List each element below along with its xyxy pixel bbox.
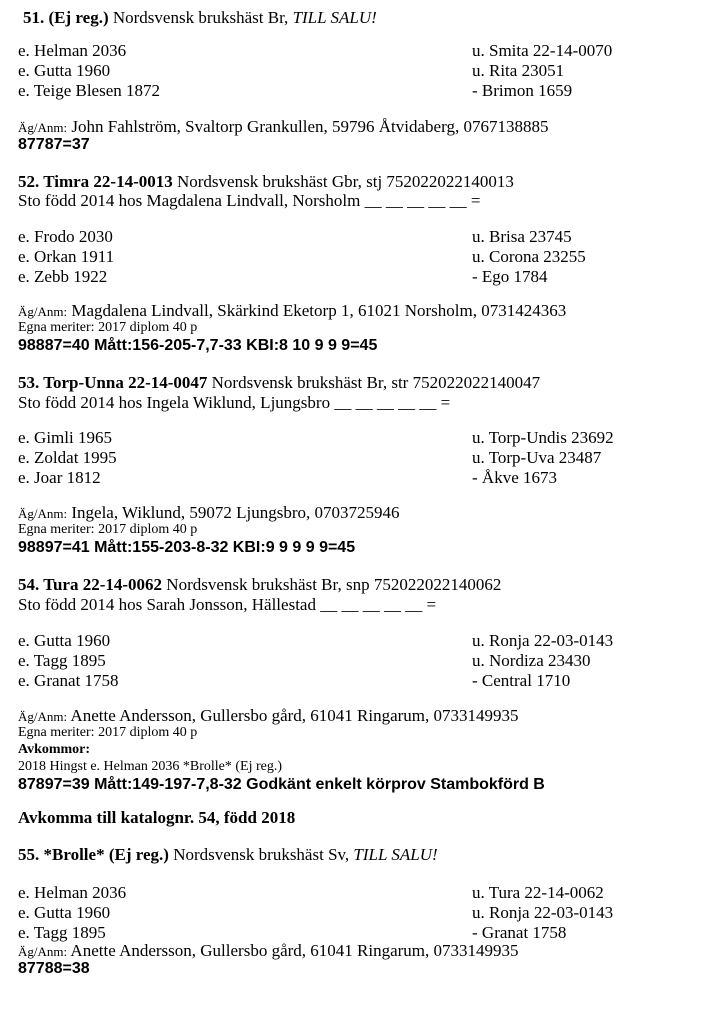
for-sale-label: TILL SALU! xyxy=(353,845,438,864)
score-line: 98897=41 Mått:155-203-8-32 KBI:9 9 9 9 9=45 xyxy=(18,539,356,556)
section-heading: Avkomma till katalognr. 54, född 2018 xyxy=(18,808,296,827)
owner: Anette Andersson, Gullersbo gård, 61041 Ringarum, 0733149935 xyxy=(67,706,519,725)
dam-line: - Åkve 1673 xyxy=(472,468,557,487)
merits-label: Egna meriter: xyxy=(18,725,95,740)
owner: Ingela, Wiklund, 59072 Ljungsbro, 0703725946 xyxy=(67,503,400,522)
sire-line: e. Helman 2036 xyxy=(18,883,127,902)
owner: Anette Andersson, Gullersbo gård, 61041 Ringarum, 0733149935 xyxy=(67,941,519,960)
born-line: Sto född 2014 hos Sarah Jonsson, Hällestad __ __ __ __ __ = xyxy=(18,595,437,614)
dam-line: u. Brisa 23745 xyxy=(472,227,572,246)
breed: Nordsvensk brukshäst Br, xyxy=(108,8,293,27)
dam-line: u. Smita 22-14-0070 xyxy=(472,41,613,60)
entry-51-header xyxy=(23,8,377,28)
merits-label: Egna meriter: xyxy=(18,320,95,335)
sire-line: e. Zoldat 1995 xyxy=(18,448,117,467)
dam-line: - Granat 1758 xyxy=(472,923,567,942)
dam-line: u. Ronja 22-03-0143 xyxy=(472,903,614,922)
owner-line xyxy=(18,941,519,961)
entry-52-header xyxy=(18,172,514,192)
dam-line: u. Tura 22-14-0062 xyxy=(472,883,604,902)
sire-line: e. Tagg 1895 xyxy=(18,923,106,942)
owner-label: Äg/Anm: xyxy=(18,120,68,135)
offspring-line: 2018 Hingst e. Helman 2036 *Brolle* (Ej reg.) xyxy=(18,759,283,774)
dam-line: u. Torp-Uva 23487 xyxy=(472,448,602,467)
sire-line: e. Joar 1812 xyxy=(18,468,101,487)
owner: John Fahlström, Svaltorp Grankullen, 59796 Åtvidaberg, 0767138885 xyxy=(67,117,549,136)
score-line: 98887=40 Mått:156-205-7,7-33 KBI:8 10 9 9 9=45 xyxy=(18,337,378,354)
dam-line: u. Corona 23255 xyxy=(472,247,586,266)
merits: 2017 diplom 40 p xyxy=(94,725,198,740)
sire-line: e. Tagg 1895 xyxy=(18,651,106,670)
born-line: Sto född 2014 hos Magdalena Lindvall, Norsholm __ __ __ __ __ = xyxy=(18,191,481,210)
dam-line: - Brimon 1659 xyxy=(472,81,573,100)
score-line: 87897=39 Mått:149-197-7,8-32 Godkänt enkelt körprov Stambokförd B xyxy=(18,776,545,793)
sire-line: e. Granat 1758 xyxy=(18,671,119,690)
dam-line: - Ego 1784 xyxy=(472,267,548,286)
sire-line: e. Teige Blesen 1872 xyxy=(18,81,161,100)
dam-line: u. Ronja 22-03-0143 xyxy=(472,631,614,650)
breed: Nordsvensk brukshäst Gbr, stj 752022022140013 xyxy=(172,172,514,191)
dam-line: - Central 1710 xyxy=(472,671,571,690)
for-sale-label: TILL SALU! xyxy=(292,8,377,27)
entry-55-header xyxy=(18,845,438,865)
sire-line: e. Gutta 1960 xyxy=(18,631,111,650)
entry-number: 55. *Brolle* (Ej reg.) xyxy=(18,845,169,864)
offspring-label: Avkommor: xyxy=(18,742,91,757)
merits: 2017 diplom 40 p xyxy=(94,320,198,335)
sire-line: e. Gutta 1960 xyxy=(18,903,111,922)
dam-line: u. Torp-Undis 23692 xyxy=(472,428,614,447)
score-line: 87787=37 xyxy=(18,136,90,153)
dam-line: u. Rita 23051 xyxy=(472,61,565,80)
sire-line: e. Gimli 1965 xyxy=(18,428,112,447)
sire-line: e. Frodo 2030 xyxy=(18,227,113,246)
merits: 2017 diplom 40 p xyxy=(94,522,198,537)
entry-54-header xyxy=(18,575,501,595)
score-line: 87788=38 xyxy=(18,960,90,977)
merits-line xyxy=(18,520,197,540)
entry-number: 54. Tura 22-14-0062 xyxy=(18,575,163,594)
sire-line: e. Helman 2036 xyxy=(18,41,127,60)
breed: Nordsvensk brukshäst Br, snp 752022022140062 xyxy=(162,575,502,594)
sire-line: e. Gutta 1960 xyxy=(18,61,111,80)
owner-label: Äg/Anm: xyxy=(18,304,68,319)
breed: Nordsvensk brukshäst Br, str 752022022140047 xyxy=(207,373,541,392)
owner-label: Äg/Anm: xyxy=(18,944,68,959)
entry-53-header xyxy=(18,373,540,393)
born-line: Sto född 2014 hos Ingela Wiklund, Ljungsbro __ __ __ __ __ = xyxy=(18,393,451,412)
owner: Magdalena Lindvall, Skärkind Eketorp 1, 61021 Norsholm, 0731424363 xyxy=(67,301,567,320)
sire-line: e. Orkan 1911 xyxy=(18,247,115,266)
sire-line: e. Zebb 1922 xyxy=(18,267,108,286)
owner-label: Äg/Anm: xyxy=(18,709,68,724)
merits-label: Egna meriter: xyxy=(18,522,95,537)
entry-number: 53. Torp-Unna 22-14-0047 xyxy=(18,373,208,392)
dam-line: u. Nordiza 23430 xyxy=(472,651,591,670)
breed: Nordsvensk brukshäst Sv, xyxy=(168,845,354,864)
entry-number: 51. (Ej reg.) xyxy=(23,8,109,27)
entry-number: 52. Timra 22-14-0013 xyxy=(18,172,173,191)
owner-line xyxy=(18,117,548,137)
merits-line xyxy=(18,318,197,338)
owner-label: Äg/Anm: xyxy=(18,506,68,521)
